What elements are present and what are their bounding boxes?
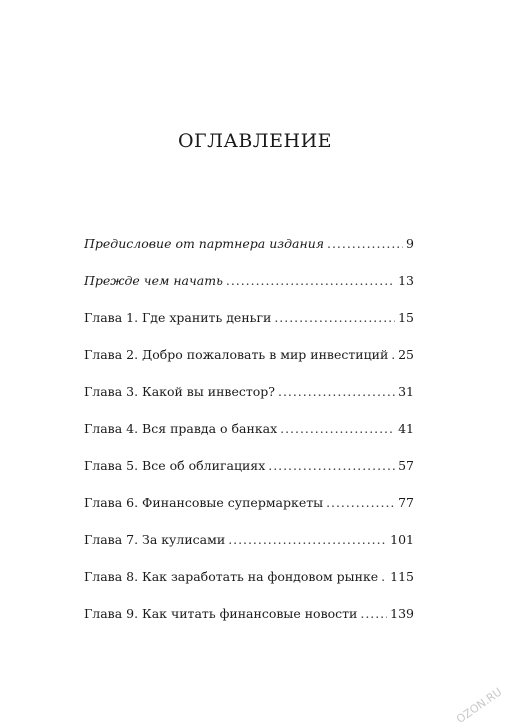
toc-page-number: 77 bbox=[398, 495, 414, 510]
dot-leader bbox=[268, 458, 395, 473]
dot-leader bbox=[327, 236, 403, 251]
ozon-watermark: OZON.RU bbox=[453, 685, 504, 726]
toc-entry bbox=[84, 273, 414, 310]
toc-entry-label: Глава 8. Как заработать на фондовом рынке bbox=[84, 569, 379, 584]
table-of-contents bbox=[84, 236, 414, 643]
toc-entry-label: Глава 2. Добро пожаловать в мир инвестиций bbox=[84, 347, 389, 362]
toc-page-number: 41 bbox=[398, 421, 414, 436]
toc-entry bbox=[84, 495, 414, 532]
toc-entry-label: Глава 4. Вся правда о банках bbox=[84, 421, 278, 436]
toc-page-number: 25 bbox=[398, 347, 414, 362]
toc-entry-label: Глава 7. За кулисами bbox=[84, 532, 226, 547]
toc-page-number: 9 bbox=[406, 236, 414, 251]
dot-leader bbox=[226, 273, 395, 288]
toc-entry bbox=[84, 236, 414, 273]
toc-entry bbox=[84, 569, 414, 606]
toc-entry-label: Предисловие от партнера издания bbox=[84, 236, 325, 251]
toc-page-number: 13 bbox=[398, 273, 414, 288]
toc-entry bbox=[84, 310, 414, 347]
page-title: ОГЛАВЛЕНИЕ bbox=[177, 130, 333, 152]
dot-leader bbox=[326, 495, 395, 510]
toc-page-number: 139 bbox=[390, 606, 414, 621]
toc-entry-label: Глава 6. Финансовые супермаркеты bbox=[84, 495, 324, 510]
toc-entry bbox=[84, 384, 414, 421]
toc-entry bbox=[84, 458, 414, 495]
toc-entry-label: Глава 3. Какой вы инвестор? bbox=[84, 384, 276, 399]
toc-page-number: 31 bbox=[398, 384, 414, 399]
toc-entry-label: Глава 9. Как читать финансовые новости bbox=[84, 606, 358, 621]
toc-entry-label: Прежде чем начать bbox=[84, 273, 223, 288]
dot-leader bbox=[278, 384, 395, 399]
dot-leader bbox=[391, 347, 395, 362]
dot-leader bbox=[274, 310, 395, 325]
toc-entry bbox=[84, 532, 414, 569]
toc-entry bbox=[84, 606, 414, 643]
dot-leader bbox=[381, 569, 387, 584]
toc-page-number: 101 bbox=[390, 532, 414, 547]
toc-entry-label: Глава 1. Где хранить деньги bbox=[84, 310, 272, 325]
toc-entry-label: Глава 5. Все об облигациях bbox=[84, 458, 266, 473]
toc-entry bbox=[84, 421, 414, 458]
toc-page-number: 57 bbox=[398, 458, 414, 473]
dot-leader bbox=[360, 606, 387, 621]
dot-leader bbox=[280, 421, 395, 436]
toc-page-number: 115 bbox=[390, 569, 414, 584]
dot-leader bbox=[228, 532, 387, 547]
toc-entry bbox=[84, 347, 414, 384]
toc-page-number: 15 bbox=[398, 310, 414, 325]
